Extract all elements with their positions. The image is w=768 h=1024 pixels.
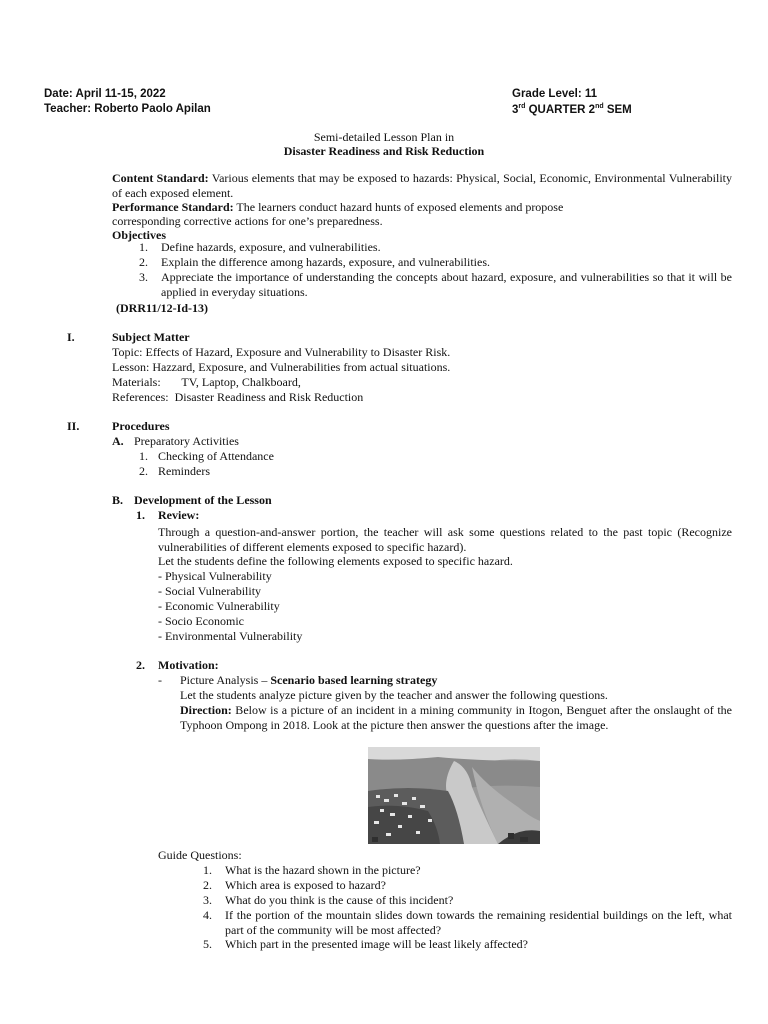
performance-standard: Performance Standard: The learners conduct hazard hunts of exposed elements and propose <box>112 200 564 214</box>
motivation-heading: Motivation: <box>158 658 219 672</box>
list-num: 2. <box>203 878 212 892</box>
section-heading-procedures: Procedures <box>112 419 170 433</box>
review-instruction: Let the students define the following elements exposed to specific hazard. <box>158 554 513 568</box>
grade-level: Grade Level: 11 <box>512 88 598 100</box>
picture-instruction: Let the students analyze picture given by the teacher and answer the following questions. <box>180 688 608 702</box>
quarter-sem: 3rd QUARTER 2nd SEM <box>512 103 632 116</box>
review-paragraph: Through a question-and-answer portion, the teacher will ask some questions related to the past topic (Recognize vulnerabilities of different elements exposed to specific hazard). <box>158 525 732 554</box>
list-item: - Physical Vulnerability <box>158 569 272 583</box>
section-heading-subject-matter: Subject Matter <box>112 330 190 344</box>
list-num: 2. <box>139 464 148 478</box>
subsection-label: A. <box>112 434 124 448</box>
development-heading: Development of the Lesson <box>134 493 272 507</box>
list-num: 4. <box>203 908 212 922</box>
guide-questions-heading: Guide Questions: <box>158 848 242 862</box>
performance-standard-cont: corresponding corrective actions for one’s preparedness. <box>112 214 383 228</box>
list-num: 5. <box>203 937 212 951</box>
list-num: 3. <box>203 893 212 907</box>
doc-subtitle: Semi-detailed Lesson Plan in <box>313 130 455 144</box>
objective-num: 2. <box>139 255 148 269</box>
review-heading: Review: <box>158 508 200 522</box>
references-line: References: Disaster Readiness and Risk Reduction <box>112 390 364 404</box>
guide-question: If the portion of the mountain slides down towards the remaining residential buildings on the left, what part of the community will be most affected? <box>225 908 732 937</box>
guide-question: What do you think is the cause of this incident? <box>225 893 454 907</box>
objectives-heading: Objectives <box>112 228 166 242</box>
landslide-photo <box>368 747 540 844</box>
guide-question: Which area is exposed to hazard? <box>225 878 386 892</box>
list-item: - Environmental Vulnerability <box>158 629 303 643</box>
objective-num: 3. <box>139 270 148 284</box>
list-num: 2. <box>136 658 145 672</box>
picture-analysis-line: Picture Analysis – Scenario based learning strategy <box>180 673 438 687</box>
lesson-line: Lesson: Hazzard, Exposure, and Vulnerabilities from actual situations. <box>112 360 451 374</box>
objective-item: Define hazards, exposure, and vulnerabilities. <box>161 240 381 254</box>
list-num: 1. <box>139 449 148 463</box>
materials-line: Materials: TV, Laptop, Chalkboard, <box>112 375 301 389</box>
list-num: 1. <box>203 863 212 877</box>
list-item: - Social Vulnerability <box>158 584 262 598</box>
section-number: I. <box>67 330 75 344</box>
content-standard: Content Standard: Various elements that may be exposed to hazards: Physical, Social, Economic, Environmental Vulnerability of each exposed element. <box>112 171 732 200</box>
competency-code: (DRR11/12-Id-13) <box>116 301 208 315</box>
bullet-dash: - <box>158 673 162 687</box>
doc-title: Disaster Readiness and Risk Reduction <box>283 144 485 158</box>
teacher-line: Teacher: Roberto Paolo Apilan <box>44 103 211 115</box>
guide-question: Which part in the presented image will be least likely affected? <box>225 937 528 951</box>
list-item: - Economic Vulnerability <box>158 599 280 613</box>
objective-num: 1. <box>139 240 148 254</box>
preparatory-activities: Preparatory Activities <box>134 434 239 448</box>
list-item: Reminders <box>158 464 210 478</box>
objective-item: Explain the difference among hazards, exposure, and vulnerabilities. <box>161 255 490 269</box>
list-num: 1. <box>136 508 145 522</box>
guide-question: What is the hazard shown in the picture? <box>225 863 421 877</box>
topic-line: Topic: Effects of Hazard, Exposure and Vulnerability to Disaster Risk. <box>112 345 451 359</box>
date-line: Date: April 11-15, 2022 <box>44 88 166 100</box>
section-number: II. <box>67 419 80 433</box>
objective-item: Appreciate the importance of understanding the concepts about hazard, exposure, and vulnerabilities so that it will be applied in everyday situations. <box>161 270 732 299</box>
list-item: - Socio Economic <box>158 614 244 628</box>
subsection-label: B. <box>112 493 124 507</box>
direction-paragraph: Direction: Below is a picture of an incident in a mining community in Itogon, Benguet after the onslaught of the Typhoon Ompong in 2018. Look at the picture then answer the questions after the image. <box>180 703 732 732</box>
list-item: Checking of Attendance <box>158 449 274 463</box>
